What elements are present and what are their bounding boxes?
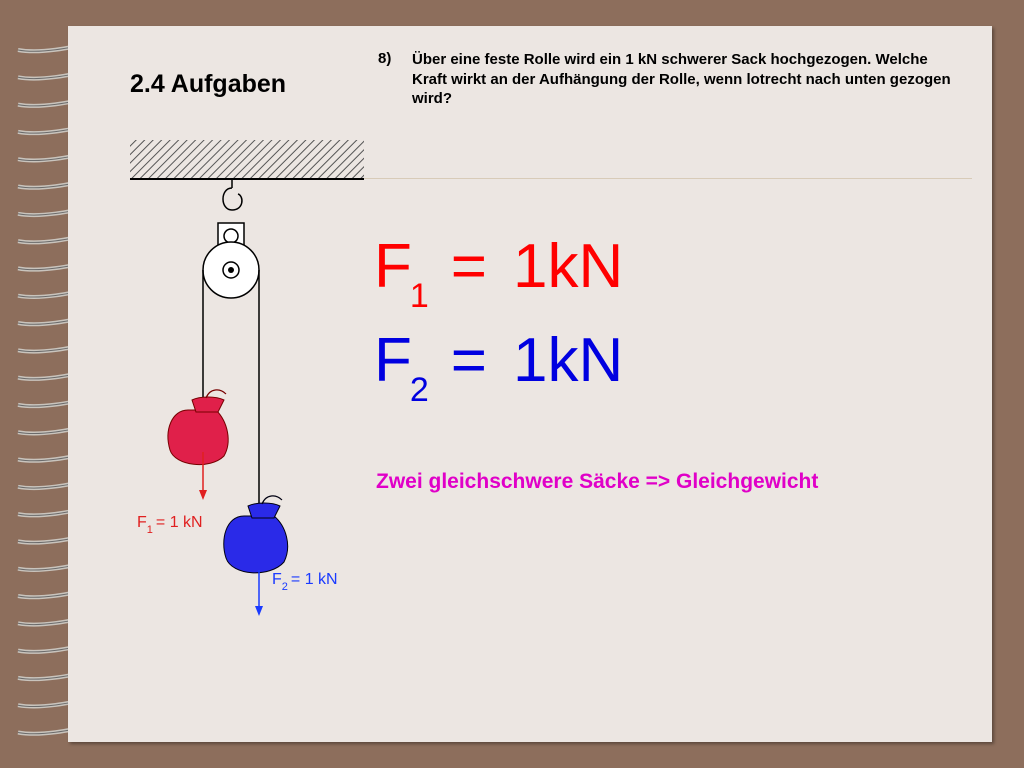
- pulley-diagram: [120, 130, 380, 630]
- hook-icon: [223, 180, 242, 210]
- axle-center: [228, 267, 234, 273]
- section-title: 2.4 Aufgaben: [130, 70, 287, 98]
- task-text: Über eine feste Rolle wird ein 1 kN schwerer Sack hochgezogen. Welche Kraft wirkt an der Aufhängung der Rolle, wenn lotrecht nach unten gezogen wird?: [412, 51, 951, 107]
- task-number: 8): [378, 50, 392, 67]
- bracket-eye: [224, 229, 238, 243]
- formula-f2: $F_2 = 1kN$: [374, 326, 624, 409]
- red-sack: [168, 390, 228, 465]
- force-arrowhead-1: [199, 490, 207, 500]
- ceiling-hatch: [130, 140, 364, 178]
- conclusion-text: Zwei gleichschwere Säcke => Gleichgewicht: [376, 470, 819, 493]
- blue-sack: [224, 496, 288, 573]
- formula-f1: $F_1 = 1kN$: [374, 232, 624, 315]
- force-label-1: $F_1 = 1$ kN: [137, 514, 203, 536]
- force-label-2: $F_2 = 1$ kN: [272, 571, 338, 593]
- force-arrowhead-2: [255, 606, 263, 616]
